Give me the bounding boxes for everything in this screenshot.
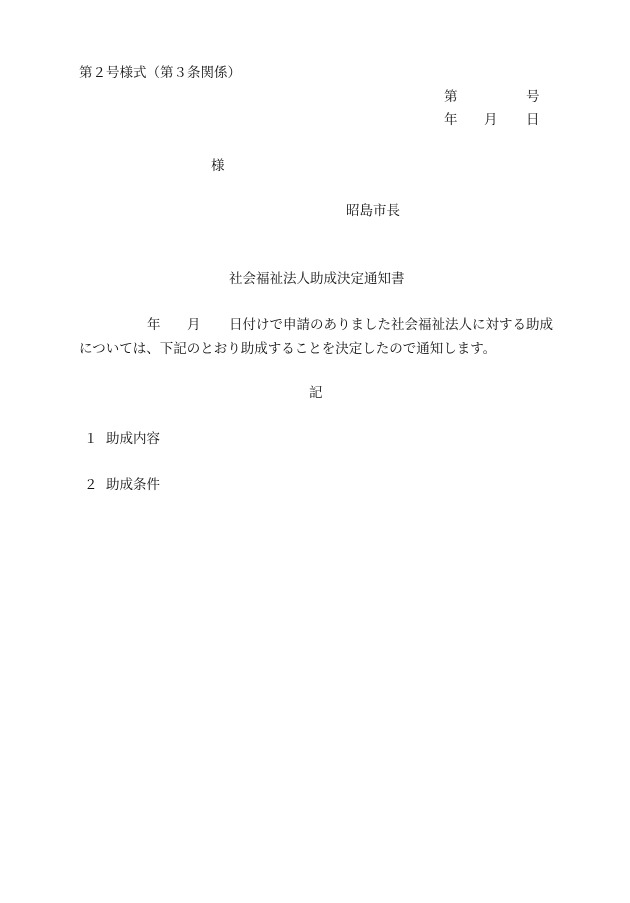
date-day-label: 日 (526, 112, 540, 128)
item-label: 助成内容 (106, 431, 160, 447)
item-number: ２ (84, 477, 98, 493)
sender-name: 昭島市長 (346, 203, 400, 219)
item-number: １ (84, 431, 98, 447)
body-text-line1: 日付けで申請のありました社会福祉法人に対する助成 (229, 317, 553, 333)
date-month-label: 月 (484, 112, 498, 128)
ki-heading: 記 (309, 385, 323, 401)
document-number-prefix: 第 (444, 89, 458, 105)
body-text-line2: については、下記のとおり助成することを決定したので通知します。 (79, 341, 497, 357)
document-number-suffix: 号 (526, 89, 540, 105)
document-title: 社会福祉法人助成決定通知書 (229, 271, 405, 287)
body-month-label: 月 (187, 317, 201, 333)
item-label: 助成条件 (106, 477, 160, 493)
form-label: 第２号様式（第３条関係） (79, 65, 241, 81)
addressee-honorific: 様 (211, 158, 225, 174)
date-year-label: 年 (444, 112, 458, 128)
body-year-label: 年 (147, 317, 161, 333)
